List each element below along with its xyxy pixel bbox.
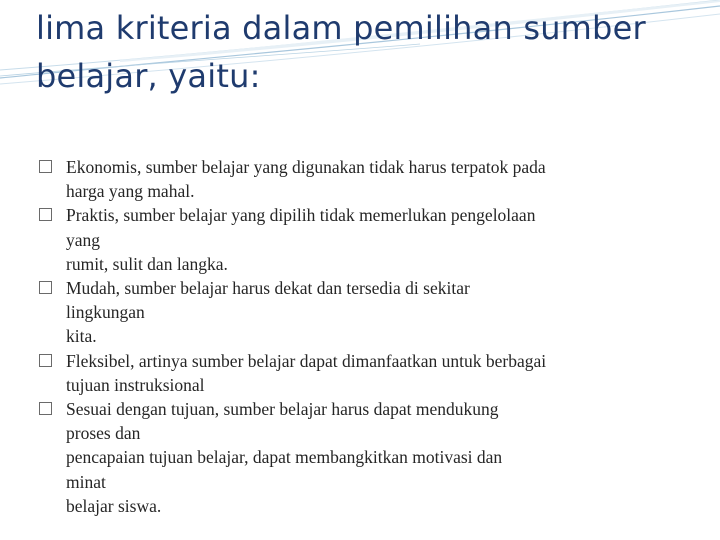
item-text-line: yang: [66, 229, 101, 250]
slide-title: [36, 4, 696, 100]
item-text-line: kita.: [66, 326, 97, 347]
title-line-2: belajar, yaitu:: [36, 57, 261, 95]
item-text-line: minat: [66, 471, 106, 492]
item-text-line: lingkungan: [66, 302, 145, 323]
item-text-line: rumit, sulit dan langka.: [66, 253, 228, 274]
item-text-line: Mudah, sumber belajar harus dekat dan tersedia di sekitar: [66, 278, 470, 299]
checkbox-square-icon: [39, 402, 52, 415]
item-text-line: Sesuai dengan tujuan, sumber belajar harus dapat mendukung: [66, 399, 499, 420]
checkbox-square-icon: [39, 354, 52, 367]
list-item-praktis: [38, 203, 678, 276]
item-text-line: Fleksibel, artinya sumber belajar dapat dimanfaatkan untuk berbagai: [66, 350, 547, 371]
list-item-fleksibel: [38, 349, 678, 397]
list-item-mudah: [38, 276, 678, 349]
title-line-1: lima kriteria dalam pemilihan sumber: [36, 9, 646, 47]
list-item-ekonomis: [38, 155, 678, 203]
criteria-list: [38, 155, 678, 518]
checkbox-square-icon: [39, 208, 52, 221]
item-text-line: pencapaian tujuan belajar, dapat membangkitkan motivasi dan: [66, 447, 503, 468]
item-text-line: harga yang mahal.: [66, 181, 195, 202]
list-item-sesuai-tujuan: [38, 397, 678, 518]
checkbox-square-icon: [39, 160, 52, 173]
checkbox-square-icon: [39, 281, 52, 294]
item-text-line: proses dan: [66, 423, 141, 444]
item-text-line: belajar siswa.: [66, 495, 162, 516]
item-text-line: Praktis, sumber belajar yang dipilih tidak memerlukan pengelolaan: [66, 205, 536, 226]
item-text-line: tujuan instruksional: [66, 374, 205, 395]
item-text-line: Ekonomis, sumber belajar yang digunakan tidak harus terpatok pada: [66, 157, 546, 177]
